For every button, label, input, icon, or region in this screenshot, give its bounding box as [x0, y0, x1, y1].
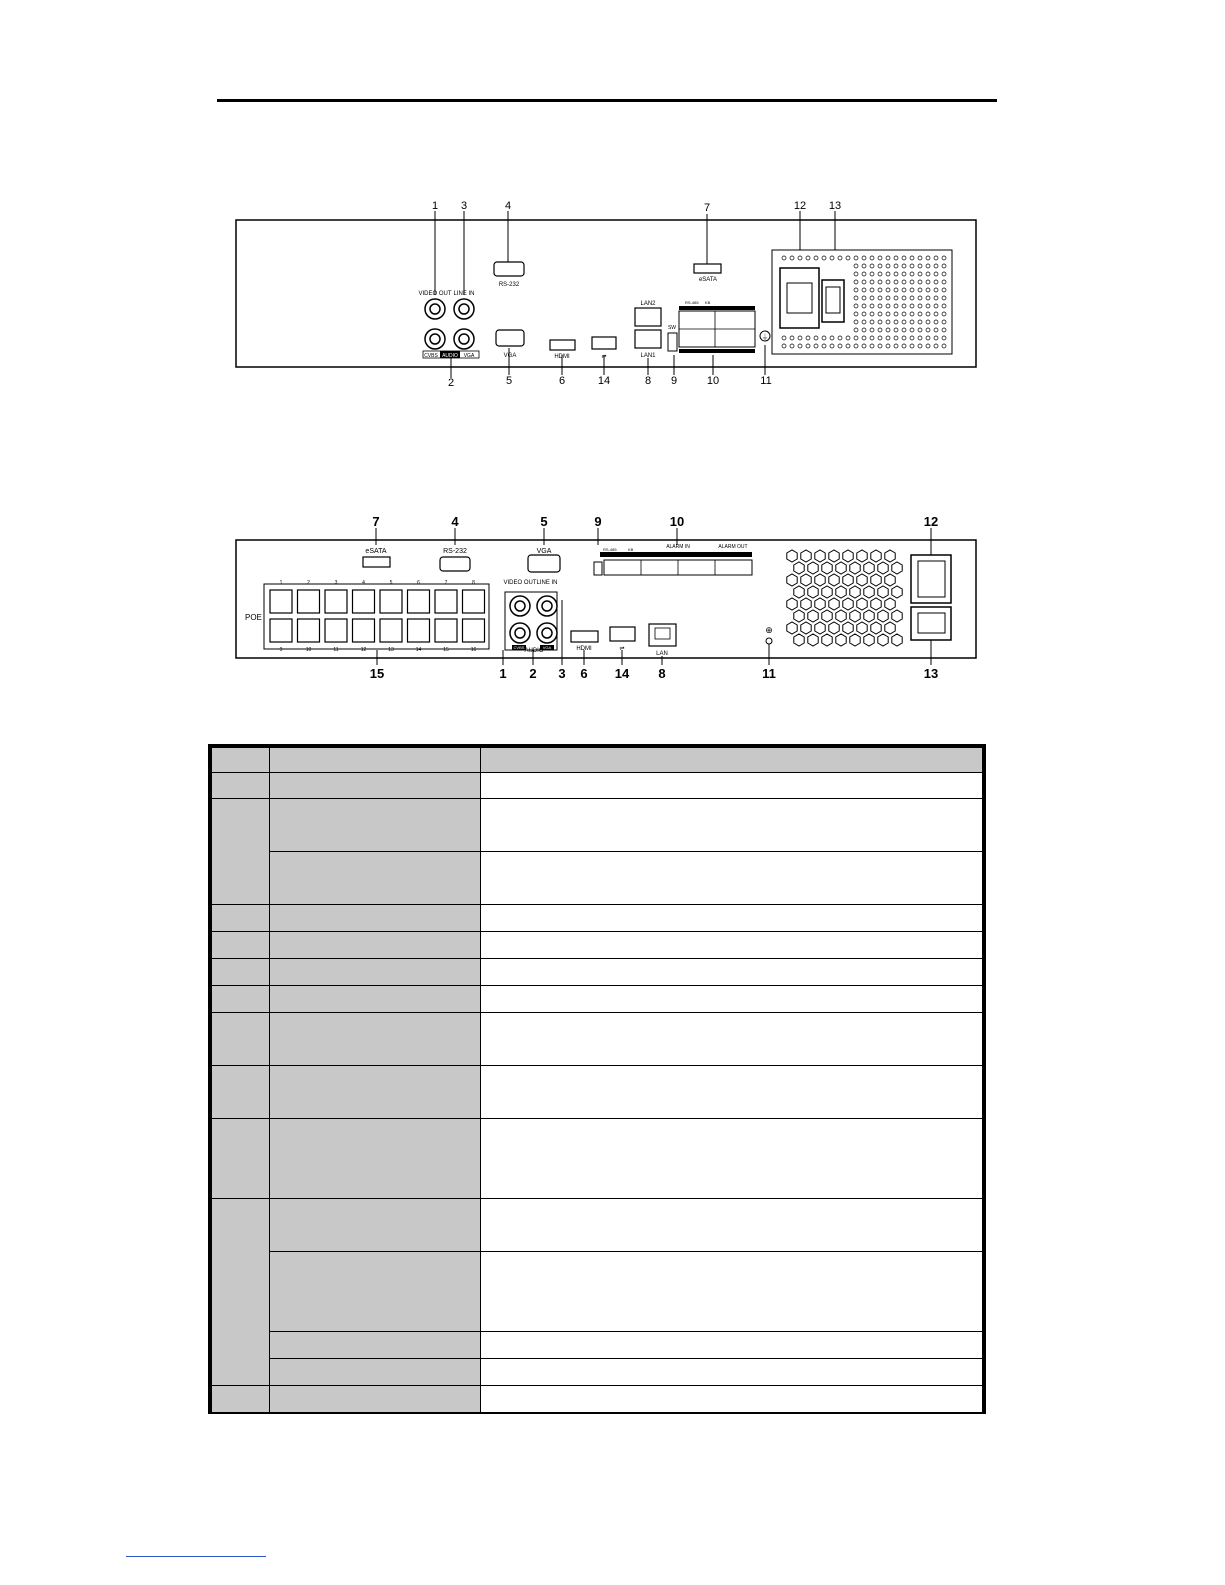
callout-1: 1: [431, 200, 439, 212]
kb-label-b: KB: [628, 547, 634, 552]
ground-icon-b: ⊕: [765, 625, 773, 635]
usb-port-b: [610, 627, 635, 641]
callout-7b: 7: [372, 514, 380, 529]
vga-label-b: VGA: [536, 548, 552, 555]
poe-port: [325, 619, 347, 642]
audio-label: AUDIO: [442, 353, 458, 359]
usb-icon: ⇌: [601, 354, 607, 360]
audio-label-b: AUDIO: [524, 648, 544, 654]
table-row: [212, 773, 983, 799]
poe-port: [435, 590, 457, 613]
callout-10b: 10: [669, 514, 685, 529]
esata-port-b: [363, 557, 390, 567]
poe-port-number: 12: [360, 647, 367, 653]
cvbs-label-b: CVBS: [513, 645, 525, 650]
hdmi-label-b: HDMI: [576, 646, 592, 652]
table-header-row: [212, 748, 983, 773]
video-out-label-b: VIDEO OUT: [503, 580, 537, 586]
poe-port: [408, 619, 430, 642]
callout-15b: 15: [369, 666, 385, 681]
esata-label-b: eSATA: [365, 548, 387, 555]
callout-13: 13: [828, 200, 842, 212]
callout-7: 7: [703, 202, 711, 214]
callout-8b: 8: [658, 666, 666, 681]
esata-label: eSATA: [698, 277, 718, 283]
rs232-port-b: [440, 557, 470, 571]
poe-port: [435, 619, 457, 642]
lan-label-b: LAN: [656, 651, 668, 657]
callout-5b: 5: [540, 514, 548, 529]
rs485-label-b: RS-485: [603, 547, 617, 552]
sw-label: SW: [667, 325, 677, 331]
callout-6b: 6: [580, 666, 588, 681]
table-row: [212, 1332, 983, 1359]
rs232-label: RS-232: [498, 282, 520, 288]
poe-port-number: 10: [305, 647, 312, 653]
poe-port-number: 2: [307, 580, 310, 586]
table-row: [212, 1359, 983, 1386]
header-item: [270, 748, 481, 773]
header-description: [481, 748, 983, 773]
table-row: [212, 986, 983, 1013]
poe-port: [380, 590, 402, 613]
poe-port: [270, 590, 292, 613]
poe-port-number: 15: [443, 647, 449, 653]
poe-port-number: 7: [444, 580, 448, 586]
poe-port-number: 1: [279, 580, 283, 586]
line-in-label: LINE IN: [453, 291, 475, 297]
footer-link-underline: [126, 1556, 266, 1558]
table-row: [212, 1252, 983, 1332]
header-no: [212, 748, 270, 773]
table-row: [212, 959, 983, 986]
table-row: [212, 1119, 983, 1199]
poe-port-number: 9: [279, 647, 283, 653]
ground-terminal-b: [766, 638, 772, 644]
table-row: [212, 905, 983, 932]
table-row: [212, 1199, 983, 1252]
poe-port-number: 14: [415, 647, 422, 653]
callout-8: 8: [644, 375, 652, 387]
hdmi-label: HDMI: [554, 354, 570, 360]
callout-11b: 11: [762, 666, 776, 681]
callout-2: 2: [447, 377, 455, 389]
poe-port: [353, 590, 375, 613]
vga-label: VGA: [503, 353, 517, 359]
vga-port-b: [528, 555, 560, 572]
lan2-label: LAN2: [640, 301, 656, 307]
lan1-label: LAN1: [640, 353, 656, 359]
hdmi-port-b: [571, 631, 598, 642]
poe-port-number: 6: [417, 580, 420, 586]
poe-port: [353, 619, 375, 642]
rs232-label-b: RS-232: [443, 548, 467, 555]
table-row: [212, 932, 983, 959]
poe-port: [408, 590, 430, 613]
rs485-label: RS-485: [685, 300, 699, 305]
callout-9: 9: [670, 375, 678, 387]
callout-3: 3: [460, 200, 468, 212]
callout-4: 4: [504, 200, 512, 212]
poe-label: POE: [245, 613, 262, 622]
poe-port-number: 5: [389, 580, 393, 586]
poe-port-number: 3: [334, 580, 338, 586]
rear-panel-description-table: [208, 744, 986, 1414]
table-row: [212, 852, 983, 905]
usb-icon-b: ⇌: [619, 646, 625, 652]
poe-port: [298, 619, 320, 642]
poe-port-number: 4: [362, 580, 365, 586]
alarm-out-label-b: ALARM OUT: [718, 544, 748, 550]
poe-port-number: 8: [472, 580, 475, 586]
table-row: [212, 1013, 983, 1066]
table-row: [212, 1386, 983, 1413]
poe-port: [270, 619, 292, 642]
poe-port-number: 16: [470, 647, 477, 653]
callout-3b: 3: [558, 666, 566, 681]
line-in-label-b: LINE IN: [536, 580, 558, 586]
poe-port: [463, 619, 485, 642]
table-row: [212, 1066, 983, 1119]
table-row: [212, 799, 983, 852]
callout-2b: 2: [529, 666, 537, 681]
rear-panel-figure-2: [0, 0, 1225, 700]
callout-11: 11: [760, 375, 772, 387]
poe-port: [380, 619, 402, 642]
vga-small-label: VGA: [463, 353, 475, 359]
callout-9b: 9: [594, 514, 602, 529]
kb-label: KB: [705, 300, 711, 305]
callout-14b: 14: [614, 666, 630, 681]
callout-10: 10: [706, 375, 720, 387]
vga-small-label-b: VGA: [542, 645, 552, 650]
video-out-label: VIDEO OUT: [418, 291, 452, 297]
callout-13b: 13: [923, 666, 939, 681]
cvbs-label: CVBS: [424, 353, 438, 359]
poe-port-number: 11: [333, 647, 339, 653]
sw-dip-b: [594, 562, 602, 575]
callout-12: 12: [793, 200, 807, 212]
callout-1b: 1: [499, 666, 507, 681]
callout-4b: 4: [451, 514, 459, 529]
alarm-in-label-b: ALARM IN: [666, 544, 690, 550]
poe-port: [463, 590, 485, 613]
poe-port-number: 13: [388, 647, 394, 653]
callout-14: 14: [597, 375, 611, 387]
ground-icon: ⏚: [761, 334, 769, 341]
poe-port: [298, 590, 320, 613]
poe-port: [325, 590, 347, 613]
callout-6: 6: [558, 375, 566, 387]
callout-5: 5: [505, 375, 513, 387]
callout-12b: 12: [923, 514, 939, 529]
